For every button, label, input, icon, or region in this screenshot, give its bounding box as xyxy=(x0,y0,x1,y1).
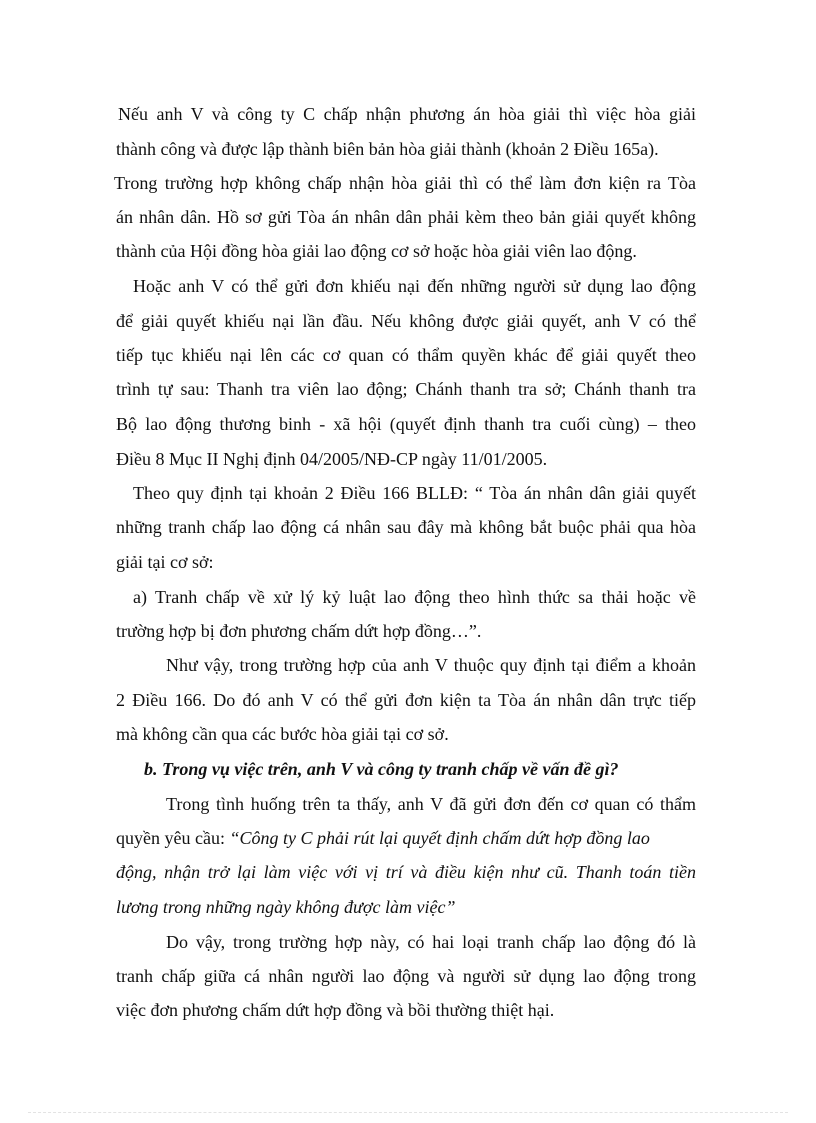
paragraph-5-line-1: a) Tranh chấp về xử lý kỷ luật lao động theo hình thức sa thải hoặc về xyxy=(133,587,696,607)
paragraph-1-line-2: thành công và được lập thành biên bản hòa giải thành (khoản 2 Điều 165a). xyxy=(116,139,659,159)
paragraph-8-line-3: việc đơn phương chấm dứt hợp đồng và bồi thường thiệt hại. xyxy=(116,1000,555,1020)
paragraph-2-line-3: thành của Hội đồng hòa giải lao động cơ sở hoặc hòa giải viên lao động. xyxy=(116,241,637,261)
paragraph-6-line-1: Như vậy, trong trường hợp của anh V thuộc quy định tại điểm a khoản xyxy=(166,655,696,675)
paragraph-3-line-3: tiếp tục khiếu nại lên các cơ quan có thẩm quyền khác để giải quyết theo xyxy=(116,345,696,365)
paragraph-3-line-5: Bộ lao động thương binh - xã hội (quyết định thanh tra cuối cùng) – theo xyxy=(116,414,696,434)
paragraph-3-line-6: Điều 8 Mục II Nghị định 04/2005/NĐ-CP ngày 11/01/2005. xyxy=(116,449,548,469)
paragraph-4-line-1: Theo quy định tại khoản 2 Điều 166 BLLĐ: “ Tòa án nhân dân giải quyết xyxy=(133,483,696,503)
paragraph-5-line-2: trường hợp bị đơn phương chấm dứt hợp đồng…”. xyxy=(116,621,482,641)
quote-line-1: “Công ty C phải rút lại quyết định chấm dứt hợp đồng lao xyxy=(229,828,650,848)
paragraph-3-line-2: để giải quyết khiếu nại lần đầu. Nếu không được giải quyết, anh V có thể xyxy=(116,311,696,331)
paragraph-2-line-1: Trong trường hợp không chấp nhận hòa giải thì có thể làm đơn kiện ra Tòa xyxy=(114,173,696,193)
paragraph-7-line-1: Trong tình huống trên ta thấy, anh V đã gửi đơn đến cơ quan có thẩm xyxy=(166,794,696,814)
paragraph-4-line-2: những tranh chấp lao động cá nhân sau đây mà không bắt buộc phải qua hòa xyxy=(116,517,696,537)
paragraph-6-line-2: 2 Điều 166. Do đó anh V có thể gửi đơn kiện ta Tòa án nhân dân trực tiếp xyxy=(116,690,696,710)
paragraph-7-line-2-lead xyxy=(116,827,650,849)
page-bottom-divider xyxy=(28,1112,788,1113)
paragraph-8-line-2: tranh chấp giữa cá nhân người lao động và người sử dụng lao động trong xyxy=(116,966,696,986)
section-heading-b: b. Trong vụ việc trên, anh V và công ty tranh chấp về vấn đề gì? xyxy=(144,759,619,779)
quote-line-2: động, nhận trở lại làm việc với vị trí và điều kiện như cũ. Thanh toán tiền xyxy=(116,862,696,882)
paragraph-1-line-1: Nếu anh V và công ty C chấp nhận phương án hòa giải thì việc hòa giải xyxy=(118,104,696,124)
paragraph-3-line-1: Hoặc anh V có thể gửi đơn khiếu nại đến những người sử dụng lao động xyxy=(133,276,696,296)
paragraph-7-line-2-text: quyền yêu cầu: xyxy=(116,828,225,848)
quote-line-3: lương trong những ngày không được làm việc” xyxy=(116,897,456,917)
paragraph-2-line-2: án nhân dân. Hồ sơ gửi Tòa án nhân dân phải kèm theo bản giải quyết không xyxy=(116,207,696,227)
paragraph-8-line-1: Do vậy, trong trường hợp này, có hai loại tranh chấp lao động đó là xyxy=(166,932,696,952)
paragraph-4-line-3: giải tại cơ sở: xyxy=(116,552,214,572)
paragraph-3-line-4: trình tự sau: Thanh tra viên lao động; Chánh thanh tra sở; Chánh thanh tra xyxy=(116,379,696,399)
paragraph-6-line-3: mà không cần qua các bước hòa giải tại cơ sở. xyxy=(116,724,449,744)
